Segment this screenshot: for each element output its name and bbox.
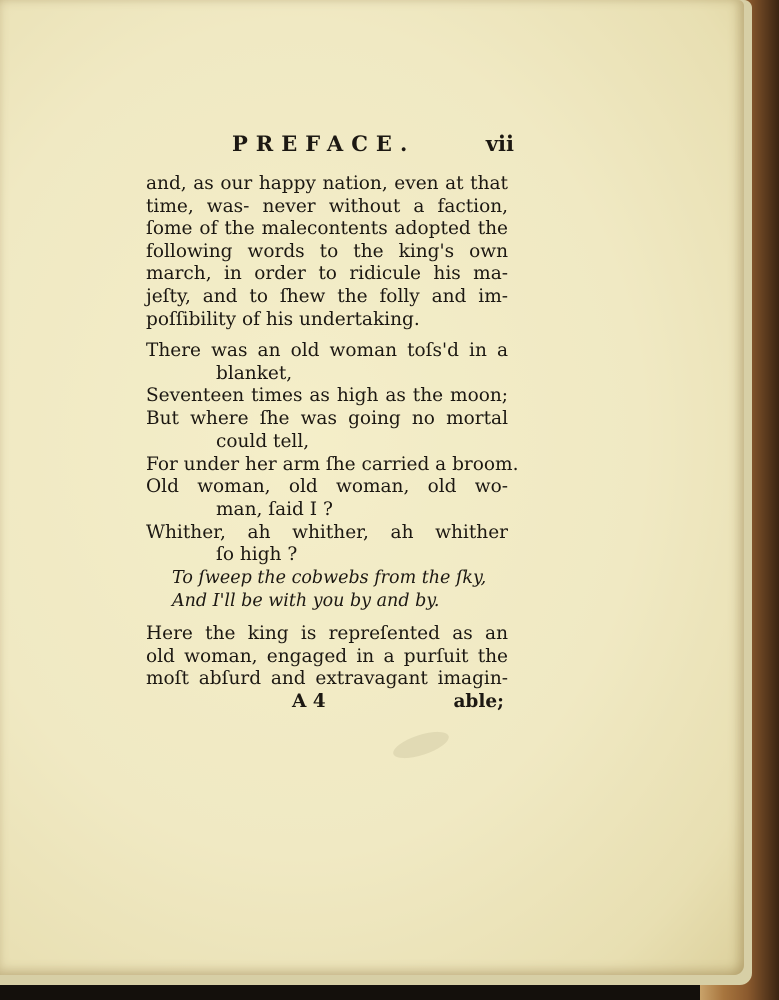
- verse-line: could tell,: [216, 430, 310, 452]
- running-header: [232, 131, 514, 161]
- text-line: jeſty, and to ſhew the folly and im-: [146, 285, 508, 307]
- page-smudge: [390, 727, 451, 764]
- text-line: Here the king is repreſented as an: [146, 623, 508, 644]
- text-line: ſome of the malecontents adopted the: [146, 218, 508, 240]
- text-line: time, was- never without a faction,: [146, 195, 508, 217]
- verse-line: man, ſaid I ?: [216, 498, 333, 520]
- page-footer: [146, 691, 508, 715]
- catchword: able;: [453, 691, 504, 712]
- verse-line: Old woman, old woman, old wo-: [146, 476, 508, 498]
- verse-line-italic: And I'll be with you by and by.: [172, 590, 440, 611]
- text-line: poſſibility of his undertaking.: [146, 308, 420, 330]
- text-line: moſt abſurd and extravagant imagin-: [146, 668, 508, 690]
- running-title: PREFACE.: [232, 131, 416, 156]
- verse-line: Seventeen times as high as the moon;: [146, 385, 508, 407]
- verse-line-italic: To ſweep the cobwebs from the ſky,: [172, 568, 487, 589]
- verse-line: Whither, ah whither, ah whither: [146, 521, 508, 543]
- signature-mark: A 4: [292, 691, 326, 712]
- page-number: vii: [485, 131, 514, 156]
- verse-line: ſo high ?: [216, 544, 298, 566]
- text-line: old woman, engaged in a purſuit the: [146, 645, 508, 667]
- verse-line: But where ſhe was going no mortal: [146, 408, 508, 430]
- paragraph-2: [146, 623, 508, 691]
- text-line: and, as our happy nation, even at that: [146, 173, 508, 194]
- verse-block: [146, 340, 519, 612]
- text-line: march, in order to ridicule his ma-: [146, 263, 508, 285]
- verse-line: blanket,: [216, 362, 293, 384]
- verse-line: For under her arm ſhe carried a broom.: [146, 453, 519, 475]
- verse-line: There was an old woman toſs'd in a: [146, 340, 508, 361]
- paragraph-1: [146, 173, 508, 331]
- text-line: following words to the king's own: [146, 240, 508, 262]
